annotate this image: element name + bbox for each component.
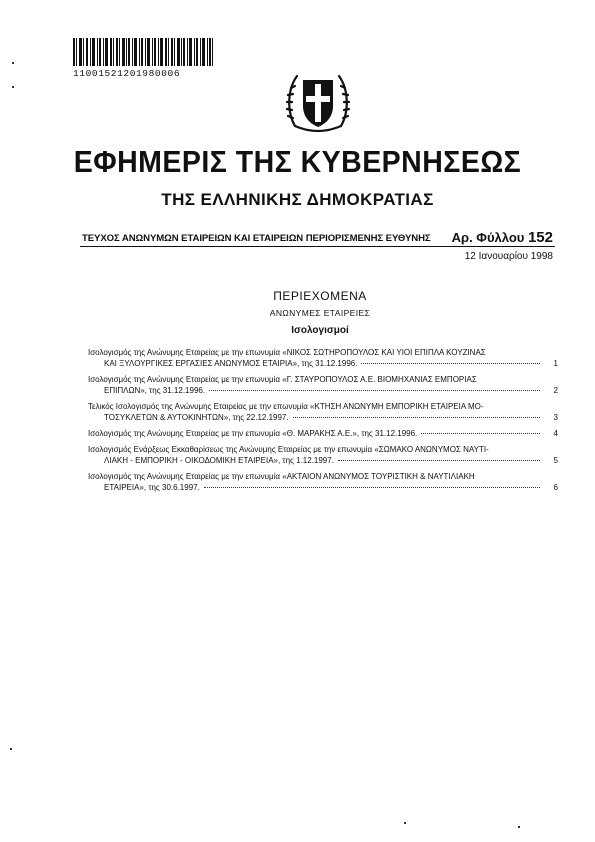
entry-page-number: 1 bbox=[553, 359, 558, 368]
entry-page-number: 2 bbox=[553, 386, 558, 395]
scan-speck bbox=[12, 62, 14, 64]
dot-leader bbox=[421, 433, 540, 434]
entry-line: Ισολογισμός της Ανώνυμης Εταιρείας με την επωνυμία «ΑΚΤΑΙΟΝ ΑΝΩΝΥΜΟΣ ΤΟΥΡΙΣΤΙΚΗ & ΝΑΥΤΙΛΙΑΚΗ bbox=[88, 472, 475, 481]
entry-page-number: 3 bbox=[553, 413, 558, 422]
entry-line: Ισολογισμός της Ανώνυμης Εταιρείας με την επωνυμία «ΝΙΚΟΣ ΣΩΤΗΡΟΠΟΥΛΟΣ ΚΑΙ ΥΙΟΙ ΕΠΙΠΛΑ ΚΟΥΖΙΝΑΣ bbox=[88, 348, 486, 357]
gazette-title: ΕΦΗΜΕΡΙΣ ΤΗΣ ΚΥΒΕΡΝΗΣΕΩΣ bbox=[73, 144, 522, 179]
entry-line: ΛΙΑΚΗ - ΕΜΠΟΡΙΚΗ - ΟΙΚΟΔΟΜΙΚΗ ΕΤΑΙΡΕΙΑ», της 1.12.1997. bbox=[104, 456, 334, 465]
list-item bbox=[88, 401, 558, 423]
dot-leader bbox=[204, 487, 540, 488]
header-divider bbox=[80, 246, 555, 247]
scan-speck bbox=[404, 822, 406, 824]
contents-title: ΠΕΡΙΕΧΟΜΕΝΑ bbox=[273, 289, 367, 303]
issue-date: 12 Ιανουαρίου 1998 bbox=[464, 251, 553, 262]
entry-page-number: 6 bbox=[553, 483, 558, 492]
contents-list bbox=[88, 347, 558, 498]
entry-line-with-leader bbox=[88, 358, 558, 369]
gazette-subtitle: ΤΗΣ ΕΛΛΗΝΙΚΗΣ ΔΗΜΟΚΡΑΤΙΑΣ bbox=[161, 190, 434, 209]
entry-line-with-leader bbox=[88, 482, 558, 493]
dot-leader bbox=[338, 460, 540, 461]
sheet-number bbox=[452, 229, 553, 246]
dot-leader bbox=[361, 363, 540, 364]
coat-of-arms-icon bbox=[285, 66, 351, 136]
entry-line: ΕΤΑΙΡΕΙΑ», της 30.6.1997. bbox=[104, 483, 200, 492]
sheet-number-value: 152 bbox=[527, 229, 553, 246]
contents-section: ΑΝΩΝΥΜΕΣ ΕΤΑΙΡΕΙΕΣ bbox=[269, 308, 371, 318]
list-item bbox=[88, 374, 558, 396]
dot-leader bbox=[209, 390, 540, 391]
entry-line: Ισολογισμός Ενάρξεως Εκκαθαρίσεως της Ανώνυμης Εταιρείας με την επωνυμία «ΣΩΜΑΚΟ ΑΝΩΝΥΜΟΣ ΝΑΥΤΙ- bbox=[88, 445, 489, 454]
entry-line: Ισολογισμός της Ανώνυμης Εταιρείας με την επωνυμία «Γ. ΣΤΑΥΡΟΠΟΥΛΟΣ Α.Ε. ΒΙΟΜΗΧΑΝΙΑΣ ΕΜΠΟΡΙΑΣ bbox=[88, 375, 477, 384]
entry-line-with-leader bbox=[88, 455, 558, 466]
list-item bbox=[88, 428, 558, 439]
issue-series: ΤΕΥΧΟΣ ΑΝΩΝΥΜΩΝ ΕΤΑΙΡΕΙΩΝ ΚΑΙ ΕΤΑΙΡΕΙΩΝ ΠΕΡΙΟΡΙΣΜΕΝΗΣ ΕΥΘΥΝΗΣ bbox=[82, 233, 431, 244]
list-item bbox=[88, 471, 558, 493]
barcode-number: 11001521201980006 bbox=[73, 68, 181, 79]
entry-page-number: 4 bbox=[553, 429, 558, 438]
entry-line: ΤΟΣΥΚΛΕΤΩΝ & ΑΥΤΟΚΙΝΗΤΩΝ», της 22.12.1997. bbox=[104, 413, 289, 422]
entry-page-number: 5 bbox=[553, 456, 558, 465]
barcode-icon bbox=[73, 38, 213, 66]
list-item bbox=[88, 347, 558, 369]
scan-speck bbox=[12, 86, 14, 88]
contents-subsection: Ισολογισμοί bbox=[291, 325, 349, 336]
dot-leader bbox=[293, 417, 540, 418]
entry-line: ΕΠΙΠΛΩΝ», της 31.12.1996. bbox=[104, 386, 206, 395]
scan-speck bbox=[10, 748, 12, 750]
entry-line-with-leader bbox=[88, 412, 558, 423]
scan-speck bbox=[518, 826, 520, 828]
entry-line: Τελικός Ισολογισμός της Ανώνυμης Εταιρείας με την επωνυμία «ΚΤΗΣΗ ΑΝΩΝΥΜΗ ΕΜΠΟΡΙΚΗ ΕΤΑΙΡΕΙΑ ΜΟ- bbox=[88, 402, 484, 411]
entry-line: ΚΑΙ ΞΥΛΟΥΡΓΙΚΕΣ ΕΡΓΑΣΙΕΣ ΑΝΩΝΥΜΟΣ ΕΤΑΙΡΙΑ», της 31.12.1996. bbox=[104, 359, 358, 368]
entry-line-with-leader bbox=[88, 428, 558, 439]
sheet-label: Αρ. Φύλλου bbox=[451, 230, 525, 245]
list-item bbox=[88, 444, 558, 466]
entry-line: Ισολογισμός της Ανώνυμης Εταιρείας με την επωνυμία «Θ. ΜΑΡΑΚΗΣ Α.Ε.», της 31.12.1996. bbox=[88, 429, 418, 438]
entry-line-with-leader bbox=[88, 385, 558, 396]
